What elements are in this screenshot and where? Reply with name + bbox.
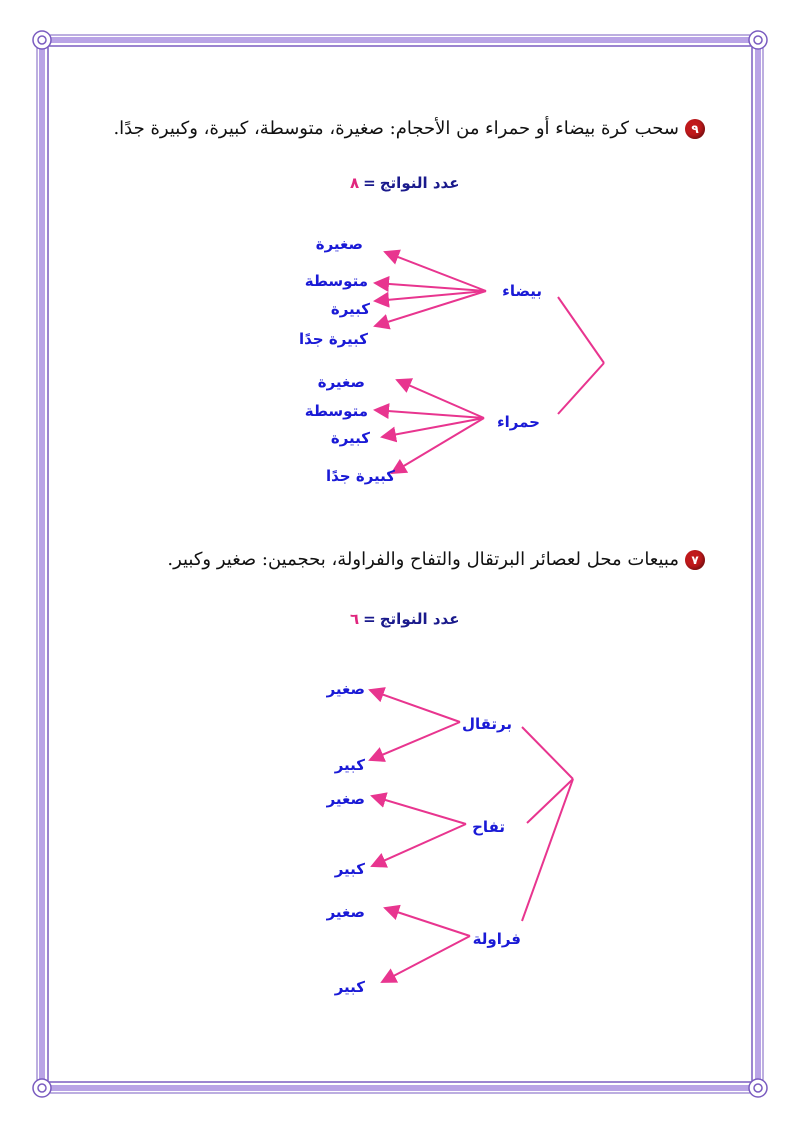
leaf-small: صغيرة (317, 373, 365, 391)
branch-arrow (372, 796, 466, 824)
branch-arrow (370, 690, 460, 722)
count-label: عدد النواتج (379, 174, 460, 192)
leaf-small: صغير (326, 903, 365, 921)
problem-7-text: مبيعات محل لعصائر البرتقال والتفاح والفراولة، بحجمين: صغير وكبير. (167, 549, 679, 570)
leaf-large: كبير (334, 978, 365, 996)
problem-number-badge: ٩ (685, 119, 705, 139)
leaf-medium: متوسطة (304, 402, 368, 420)
leaf-very-large: كبيرة جدًا (299, 330, 368, 348)
leaf-small: صغير (326, 790, 365, 808)
branch-strawberry: فراولة (472, 930, 521, 948)
count-value: ٨ (350, 174, 360, 192)
leaf-large: كبيرة (330, 429, 370, 447)
problem-7-tree-lines (370, 690, 573, 982)
count-label: عدد النواتج (379, 610, 460, 628)
leaf-large: كبير (334, 860, 365, 878)
root-connector (522, 779, 573, 921)
leaf-small: صغيرة (315, 235, 363, 253)
branch-arrow (385, 908, 470, 936)
root-connector (558, 363, 604, 414)
branch-arrow (370, 722, 460, 760)
problem-6-text: سحب كرة بيضاء أو حمراء من الأحجام: صغيرة، متوسطة، كبيرة، وكبيرة جدًا. (113, 118, 679, 139)
problem-6-tree-lines (375, 252, 604, 473)
leaf-medium: متوسطة (304, 272, 368, 290)
count-value: ٦ (350, 610, 360, 628)
leaf-large: كبيرة (330, 300, 370, 318)
root-connector (522, 727, 573, 779)
leaf-small: صغير (326, 680, 365, 698)
branch-white: بيضاء (502, 282, 542, 300)
branch-arrow (372, 824, 466, 866)
count-equals: = (363, 174, 376, 192)
root-connector (558, 297, 604, 363)
branch-red: حمراء (496, 413, 540, 431)
branch-arrow (382, 936, 470, 982)
branch-orange: برتقال (461, 715, 512, 733)
branch-apple: تفاح (472, 818, 505, 836)
leaf-large: كبير (334, 756, 365, 774)
problem-number-badge: ٧ (685, 550, 705, 570)
count-equals: = (363, 610, 376, 628)
leaf-very-large: كبيرة جدًا (326, 467, 395, 485)
